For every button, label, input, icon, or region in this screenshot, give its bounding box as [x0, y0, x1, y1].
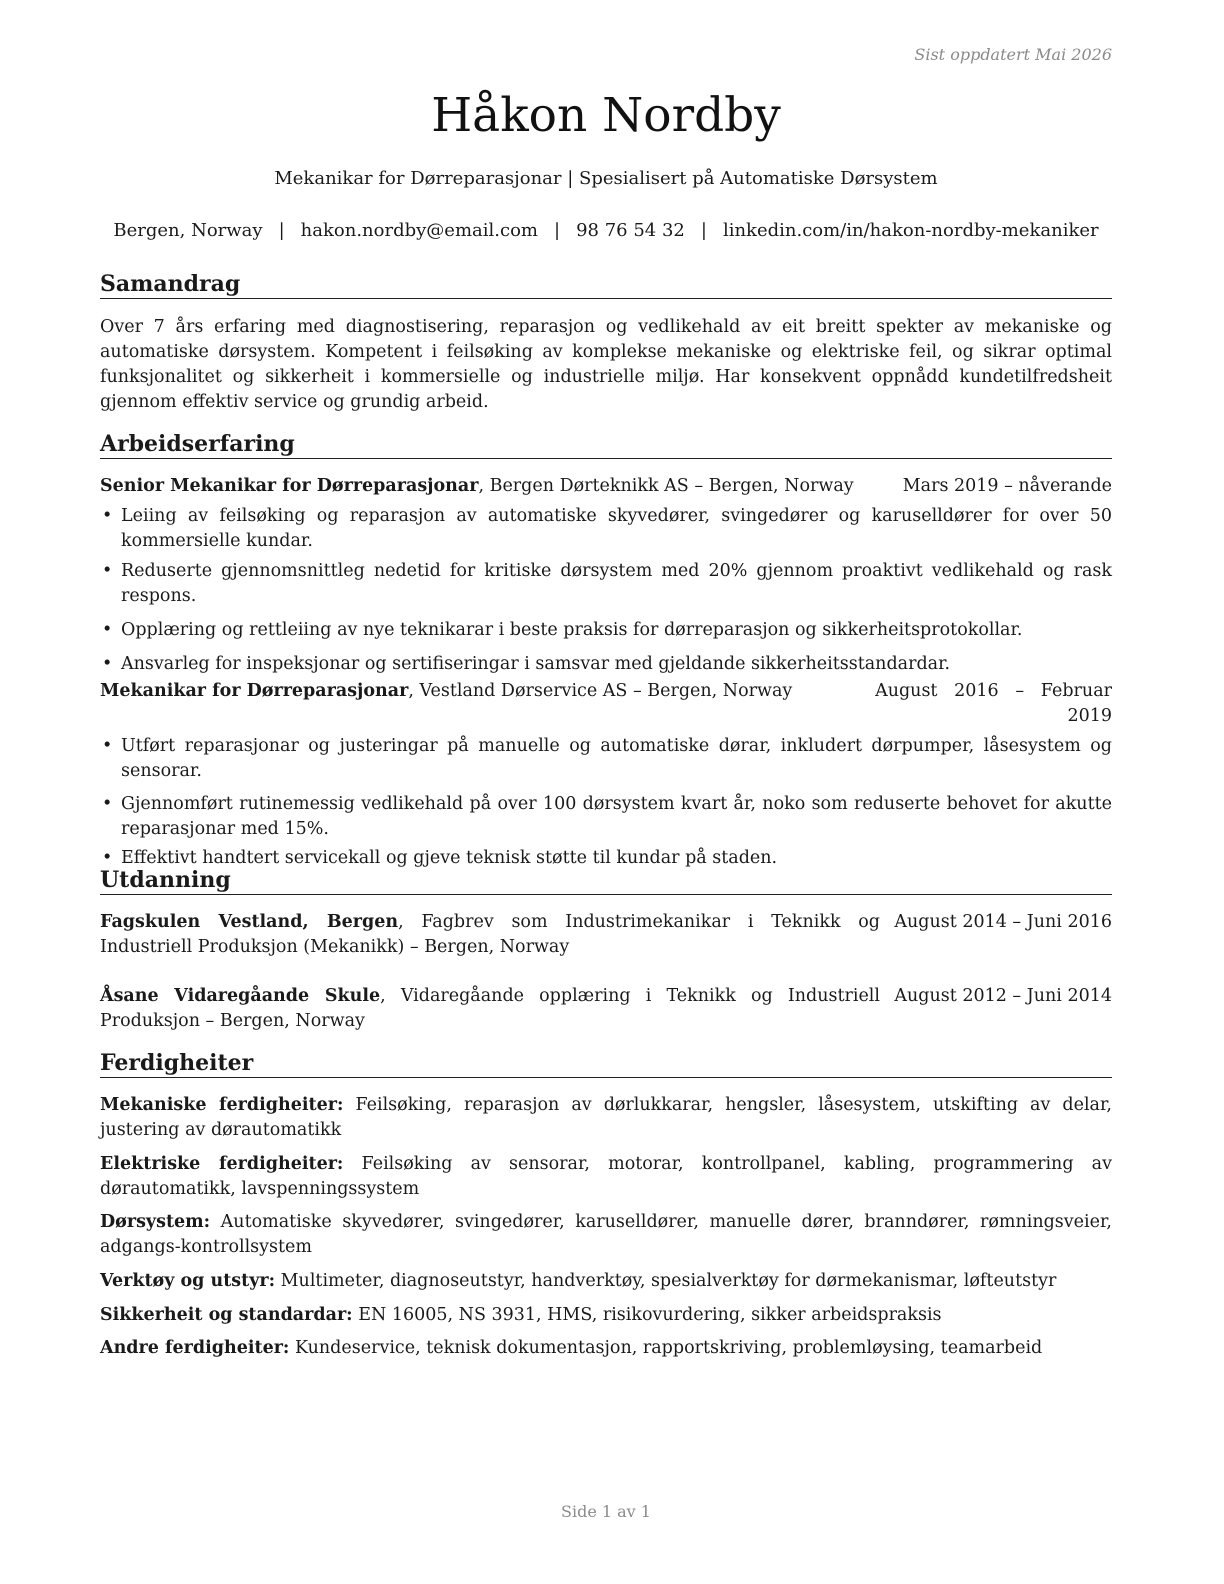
skill-item: [100, 1269, 1112, 1294]
skill-label: Andre ferdigheiter:: [100, 1338, 290, 1358]
contact-location: Bergen, Norway: [113, 220, 263, 241]
last-updated: Sist oppdatert Mai 2026: [914, 45, 1112, 64]
education-item: [100, 984, 1112, 1034]
education-dates: August 2014 – Juni 2016: [894, 912, 1112, 932]
page-title: Håkon Nordby: [431, 88, 781, 143]
list-item: • Reduserte gjennomsnittleg nedetid for kritiske dørsystem med 20% gjennom proaktivt vedlikehald og rask respons.: [100, 559, 1112, 609]
subtitle: Mekanikar for Dørreparasjonar | Spesialisert på Automatiske Dørsystem: [274, 168, 938, 189]
job-company: , Vestland Dørservice AS – Bergen, Norway: [408, 681, 793, 701]
job-dates-start: August 2016 – Februar: [875, 681, 1112, 701]
list-item: • Ansvarleg for inspeksjonar og sertifiseringar i samsvar med gjeldande sikkerheitsstandardar.: [100, 652, 1112, 677]
resume-page: [100, 0, 1112, 1584]
job-dates: Mars 2019 – nåverande: [902, 476, 1112, 496]
list-item: • Opplæring og rettleiing av nye teknikarar i beste praksis for dørreparasjon og sikkerheitsprotokollar.: [100, 618, 1112, 643]
contact-linkedin[interactable]: linkedin.com/in/hakon-nordby-mekaniker: [722, 220, 1099, 241]
skill-text: Kundeservice, teknisk dokumentasjon, rapportskriving, problemløysing, teamarbeid: [289, 1338, 1043, 1358]
skill-text: Multimeter, diagnoseutstyr, handverktøy, spesialverktøy for dørmekanismar, løfteutstyr: [275, 1271, 1057, 1291]
skill-text: Feilsøking, reparasjon av dørlukkarar, hengsler, låsesystem, utskifting av delar, justering av dørautomatikk: [100, 1095, 1112, 1140]
separator: |: [553, 220, 561, 241]
job-company: , Bergen Dørteknikk AS – Bergen, Norway: [478, 476, 854, 496]
section-title-education: Utdanning: [100, 866, 1112, 895]
contact-line: [100, 219, 1112, 243]
skill-item: [100, 1210, 1112, 1260]
school-name: Åsane Vidaregåande Skule: [100, 986, 381, 1006]
skill-label: Verktøy og utstyr:: [100, 1271, 276, 1291]
section-title-experience: Arbeidserfaring: [100, 430, 1112, 459]
contact-email[interactable]: hakon.nordby@email.com: [300, 220, 538, 241]
skill-text: EN 16005, NS 3931, HMS, risikovurdering, sikker arbeidspraksis: [352, 1305, 942, 1325]
skill-text: Feilsøking av sensorar, motorar, kontrollpanel, kabling, programmering av dørautomatikk, lavspenningssystem: [100, 1154, 1112, 1199]
job-role: Mekanikar for Dørreparasjonar: [100, 681, 409, 701]
contact-phone: 98 76 54 32: [576, 220, 685, 241]
list-item: • Utført reparasjonar og justeringar på manuelle og automatiske dørar, inkludert dørpumper, låsesystem og sensorar.: [100, 734, 1112, 784]
summary-text: Over 7 års erfaring med diagnostisering, reparasjon og vedlikehald av eit breitt spekter av mekaniske og automatiske dørsystem. Kompetent i feilsøking av komplekse mekaniske og elektriske feil, og sikrar optimal funksjonalitet og sikkerheit i kommersielle og industrielle miljø. Har konsekvent oppnådd kundetilfredsheit gjennom effektiv service og grundig arbeid.: [100, 317, 1112, 412]
skill-item: [100, 1152, 1112, 1202]
skill-label: Mekaniske ferdigheiter:: [100, 1095, 344, 1115]
school-name: Fagskulen Vestland, Bergen: [100, 912, 399, 932]
job-dates-end: 2019: [1067, 706, 1112, 726]
separator: |: [700, 220, 707, 241]
education-detail: , Vidaregåande opplæring i Teknikk og Industriell Produksjon – Bergen, Norway: [100, 986, 881, 1031]
skill-label: Elektriske ferdigheiter:: [100, 1154, 344, 1174]
skill-item: [100, 1093, 1112, 1143]
list-item: • Effektivt handtert servicekall og gjeve teknisk støtte til kundar på staden.: [100, 846, 1112, 871]
job-dates: [875, 679, 1112, 729]
skill-label: Sikkerheit og standardar:: [100, 1305, 353, 1325]
job-bullets: [100, 504, 1112, 677]
section-title-skills: Ferdigheiter: [100, 1049, 1112, 1078]
education-detail: , Fagbrev som Industrimekanikar i Teknikk og Industriell Produksjon (Mekanikk) – Bergen, Norway: [100, 912, 880, 957]
list-item: • Gjennomført rutinemessig vedlikehald på over 100 dørsystem kvart år, noko som reduserte behovet for akutte reparasjonar med 15%.: [100, 792, 1112, 842]
job-role: Senior Mekanikar for Dørreparasjonar: [100, 476, 479, 496]
section-title-summary: Samandrag: [100, 270, 1112, 299]
job-bullets: [100, 734, 1112, 871]
skill-item: [100, 1303, 1112, 1328]
separator: |: [278, 220, 285, 241]
skill-item: [100, 1336, 1112, 1361]
skill-label: Dørsystem:: [100, 1212, 211, 1232]
education-dates: August 2012 – Juni 2014: [894, 986, 1112, 1006]
skill-text: Automatiske skyvedører, svingedører, karuselldører, manuelle dører, branndører, rømningsveier, adgangs-kontrollsystem: [100, 1212, 1112, 1257]
education-item: [100, 910, 1112, 960]
page-number: Side 1 av 1: [561, 1502, 651, 1521]
list-item: • Leiing av feilsøking og reparasjon av automatiske skyvedører, svingedører og karuselldører for over 50 kommersielle kundar.: [100, 504, 1112, 554]
